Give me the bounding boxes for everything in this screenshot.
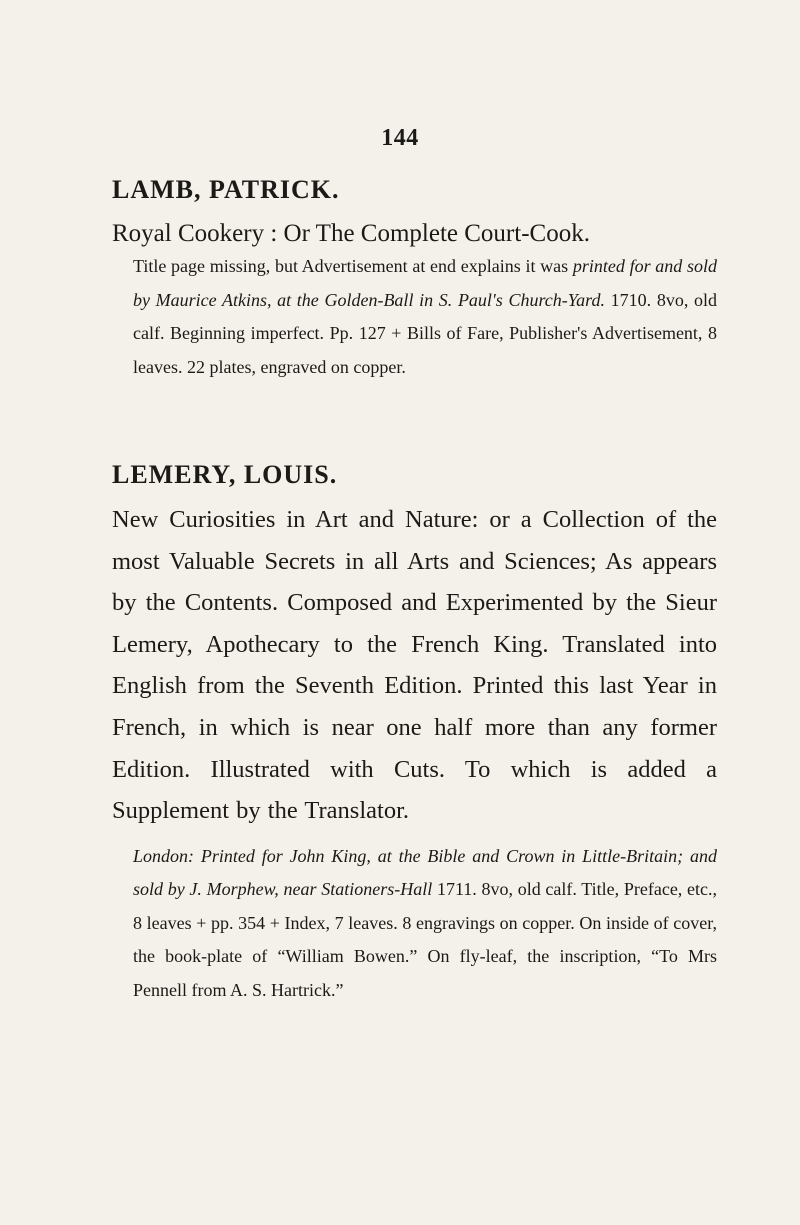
catalog-entry-lamb — [112, 166, 717, 384]
entry-title: New Curiosities in Art and Nature: or a Collection of the most Valuable Secrets in all Arts and Sciences; As appears by the Contents. Composed and Experimented by the Sieur Lemery, Apothecary to the French King. Translated into English from the Seventh Edition. Printed this last Year in French, in which is near one half more than any former Edition. Illustrated with Cuts. To which is added a Supplement by the Translator. — [112, 506, 717, 825]
catalog-entry-lemery — [112, 451, 717, 1007]
page-number: 144 — [381, 125, 419, 151]
details-imprint: printed for and sold by Maurice Atkins, at the Golden-Ball in S. Paul's Church-Yard. — [133, 256, 718, 310]
entry-details — [112, 840, 717, 1008]
entry-author: LEMERY, LOUIS. — [112, 460, 338, 489]
details-description: 1710. 8vo, old calf. Beginning imperfect. Pp. 127 + Bills of Fare, Publisher's Advertisement, 8 leaves. 22 plates, engraved on copper. — [133, 289, 717, 377]
details-description: 1711. 8vo, old calf. Title, Preface, etc., 8 leaves + pp. 354 + Index, 7 leaves. 8 engravings on copper. On inside of cover, the book-plate of “William Bowen.” On fly-leaf, the inscription, “To Mrs Pennell from A. S. Hartrick.” — [133, 879, 717, 1000]
details-imprint: London: Printed for John King, at the Bible and Crown in Little-Britain; and sold by J. Morphew, near Stationers-Hall — [133, 845, 717, 900]
details-intro: Title page missing, but Advertisement at end explains it was — [133, 256, 569, 276]
entry-title: Royal Cookery : Or The Complete Court-Cook. — [112, 220, 590, 247]
entry-details — [112, 250, 717, 384]
entry-author: LAMB, PATRICK. — [112, 175, 340, 204]
